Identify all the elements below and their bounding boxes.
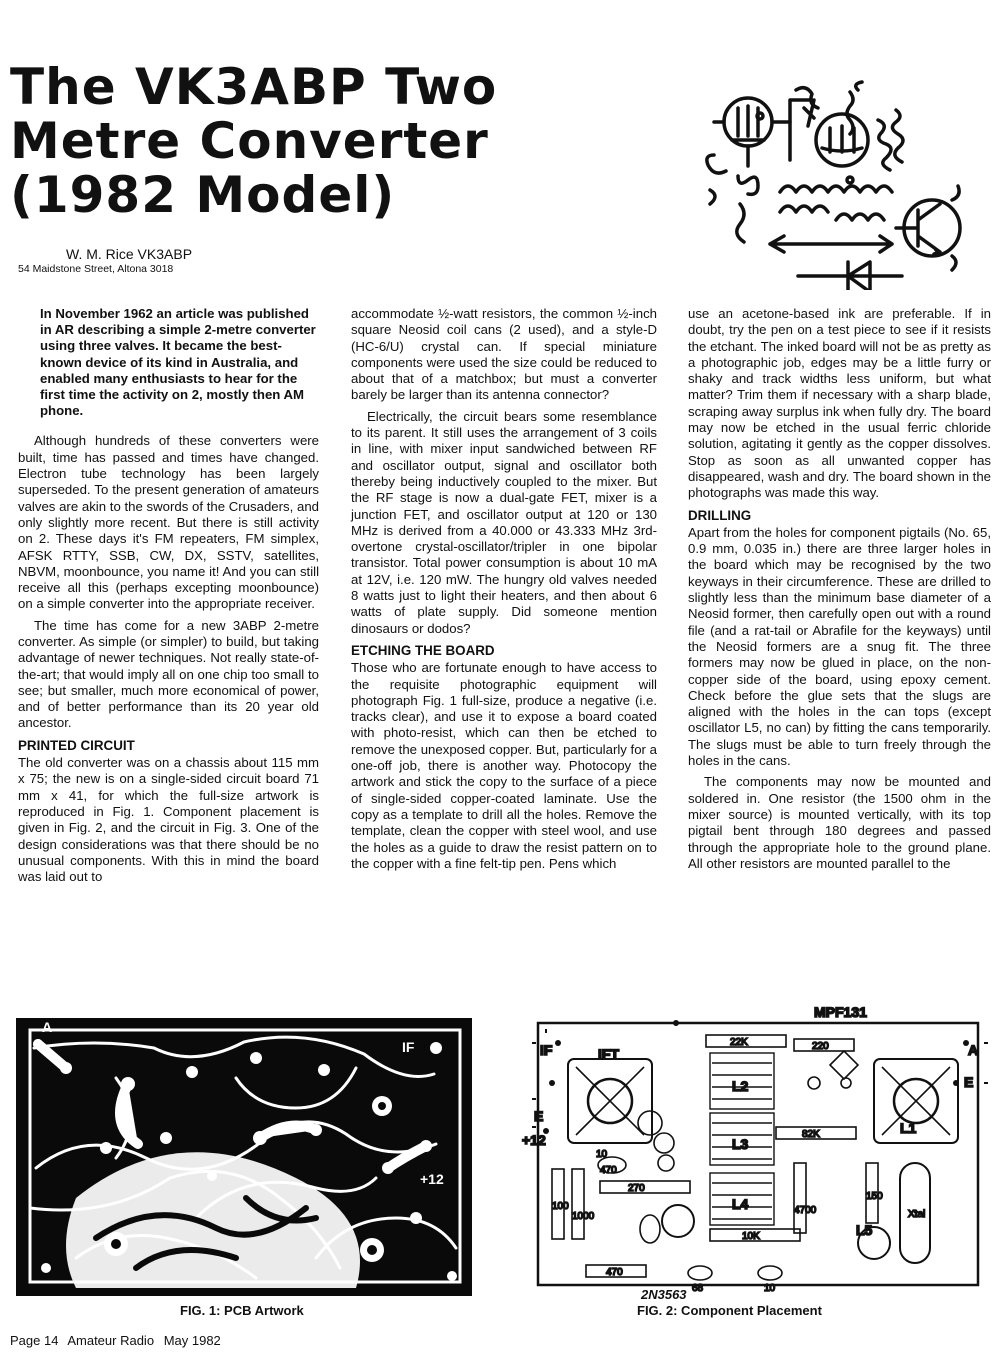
fig1-caption: FIG. 1: PCB Artwork	[180, 1303, 304, 1318]
placement-label-e-left: E	[534, 1108, 544, 1124]
placement-label-l5: L5	[856, 1222, 873, 1238]
body-paragraph: The old converter was on a chassis about 115 mm x 75; the new is on a single-sided circuit board 71 mm x 41, for which the full-size artwork is reproduced in Fig. 1. Component placement is given in Fig. 2, and the circuit in Fig. 3. One of the design considerations was that there should be no unusual components. With this in mind the board was laid out to	[18, 755, 319, 885]
placement-label-10b: 10	[764, 1283, 776, 1294]
placement-label-22k: 22K	[730, 1037, 748, 1048]
pcb-label-if: IF	[402, 1039, 415, 1055]
placement-label-220: 220	[812, 1041, 829, 1052]
placement-label-10k: 10K	[742, 1231, 760, 1242]
placement-label-68: 68	[692, 1283, 704, 1294]
placement-label-4700: 4700	[794, 1205, 817, 1216]
placement-label-plus12: +12	[522, 1132, 546, 1148]
title-line: Metre Converter	[10, 112, 489, 170]
placement-label-270: 270	[628, 1183, 645, 1194]
author-byline: W. M. Rice VK3ABP	[66, 246, 193, 262]
body-paragraph: Electrically, the circuit bears some resemblance to its parent. It still uses the arrangement of 3 coils in line, with mixer input sandwiched between RF and oscillator output, signal and oscillator both thereby being inductively coupled to the mixer. But the RF stage is now a dual-gate FET, mixer is a junction FET, and oscillator output at 120 or 130 MHz is derived from a 40.000 or 43.333 MHz 3rd-overtone crystal-oscillator/tripler in one bipolar transistor. Total power consumption is about 10 mA at 12V, i.e. 120 mW. The hungry old valves needed 8 watts just to light their heaters, and then about 6 watts of plate supply. Did someone mention dinosaurs or dodos?	[351, 408, 657, 636]
text-column-1	[18, 306, 319, 885]
text-column-2	[351, 306, 657, 872]
pcb-artwork-figure	[16, 1018, 472, 1296]
magazine-name: Amateur Radio	[67, 1333, 155, 1348]
circuit-doodle-illustration	[700, 80, 975, 290]
title-line: The VK3ABP Two	[10, 58, 498, 116]
placement-label-l3: L3	[732, 1136, 749, 1152]
placement-label-150: 150	[866, 1191, 883, 1202]
body-paragraph: The time has come for a new 3ABP 2-metre converter. As simple (or simpler) to build, but taking advantage of newer techniques. Not really state-of-the-art; that would imply all on one chip too small to see; but smaller, much more economical of power, and of better performance than its 20 year old ancestor.	[18, 617, 319, 731]
placement-label-l1: L1	[900, 1120, 917, 1136]
placement-label-10a: 10	[596, 1149, 608, 1160]
fig2-caption: FIG. 2: Component Placement	[637, 1303, 822, 1318]
transistor-type-label: 2N3563	[641, 1287, 687, 1302]
pcb-label-a: A	[42, 1019, 53, 1035]
placement-label-if: IF	[540, 1042, 553, 1058]
placement-label-l4: L4	[732, 1196, 749, 1212]
body-paragraph: use an acetone-based ink are preferable. If in doubt, try the pen on a test piece to see if it resists the etchant. The inked board will not be as pretty as a photographic job, edges may be a little furry or shaky and track widths less uniform, but what matter? Trim them if necessary with a sharp blade, scraping away surplus ink when fully dry. The board may now be etched in the usual ferric chloride solution, agitating it gently as the copper dissolves. Stop as soon as all unwanted copper has disappeared, wash and dry. The board shown in the photographs was made this way.	[688, 306, 991, 501]
body-paragraph: accommodate ½-watt resistors, the common ½-inch square Neosid coil cans (2 used), and a style-D (HC-6/U) crystal can. If special miniature components were used the size could be reduced to about that of a matchbox; but must a converter barely be larger than its antenna connector?	[351, 306, 657, 403]
title-line: (1982 Model)	[10, 166, 396, 224]
placement-label-mpf131: MPF131	[814, 1004, 867, 1020]
intro-paragraph: In November 1962 an article was published in AR describing a simple 2-metre converter using three valves. It became the best-known device of its kind in Australia, and enabled many enthusiasts to hear for the first time the activity on 2, mostly then AM phone.	[40, 306, 316, 419]
placement-label-82k: 82K	[802, 1129, 820, 1140]
component-placement-figure	[516, 1003, 996, 1303]
section-heading-etching: ETCHING THE BOARD	[351, 642, 495, 658]
author-address: 54 Maidstone Street, Altona 3018	[18, 263, 174, 275]
placement-label-xtal: Xtal	[908, 1209, 926, 1220]
placement-label-l2: L2	[732, 1078, 749, 1094]
placement-label-ift: IFT	[598, 1046, 619, 1062]
section-heading-printed-circuit: PRINTED CIRCUIT	[18, 737, 135, 753]
placement-label-470-bottom: 470	[606, 1267, 623, 1278]
placement-label-e-right: E	[964, 1074, 974, 1090]
page-number: Page 14	[10, 1333, 59, 1348]
body-paragraph: The components may now be mounted and soldered in. One resistor (the 1500 ohm in the mixer source) is mounted vertically, with its top pigtail bent through 180 degrees and passed through the appropriate hole to the ground plane. All other resistors are mounted parallel to the	[688, 774, 991, 871]
body-paragraph: Apart from the holes for component pigtails (No. 65, 0.9 mm, 0.035 in.) there are three larger holes in the board which may be recognised by the two keyways in their circumference. These are drilled to slightly less than the minimum base diameter of a Neosid former, then carefully open out with a round file (and a rat-tail or Abrafile for the keyways) until the Neosid formers are a snug fit. The three formers may now be glued in place, on the non-copper side of the board, using epoxy cement. Check before the glue sets that the slugs are aligned with the holes in the can tops (except oscillator L5, no can) by fitting the cans temporarily. The slugs must be able to turn freely through the holes in the cans.	[688, 524, 991, 769]
placement-label-a: A	[968, 1042, 979, 1058]
issue-date: May 1982	[163, 1333, 221, 1348]
pcb-label-plus12: +12	[420, 1171, 444, 1187]
article-title	[10, 60, 700, 222]
placement-label-1000: 1000	[572, 1211, 595, 1222]
page-footer	[10, 1333, 227, 1348]
placement-label-470-left: 470	[600, 1165, 617, 1176]
body-paragraph: Those who are fortunate enough to have access to the requisite photographic equipment will photograph Fig. 1 full-size, produce a negative (i.e. tracks clear), and use it to expose a board coated with photo-resist, which can then be etched to remove the unexposed copper. But, particularly for a one-off job, there is another way. Photocopy the artwork and stick the copy to the surface of a piece of single-sided copper-coated laminate. Use the copy as a template to drill all the holes. Remove the template, clean the copper with steel wool, and use the holes as a guide to draw the resist pattern on to the copper with a fine felt-tip pen. Pens which	[351, 660, 657, 871]
text-column-3	[688, 306, 991, 872]
body-paragraph: Although hundreds of these converters were built, time has passed and times have changed. Electron tube technology has been largely superseded. To the present generation of amateurs valves are akin to the swords of the Crusaders, and only slightly more recent. But there is still activity on 2. These days it's FM repeaters, FM simplex, AFSK RTTY, SSB, CW, DX, SSTV, satellites, NBVM, moonbounce, you name it! And you can still receive all this (perhaps excepting moonbounce) on a simple converter into the appropriate receiver.	[18, 433, 319, 612]
section-heading-drilling: DRILLING	[688, 507, 752, 523]
placement-label-100: 100	[552, 1201, 569, 1212]
